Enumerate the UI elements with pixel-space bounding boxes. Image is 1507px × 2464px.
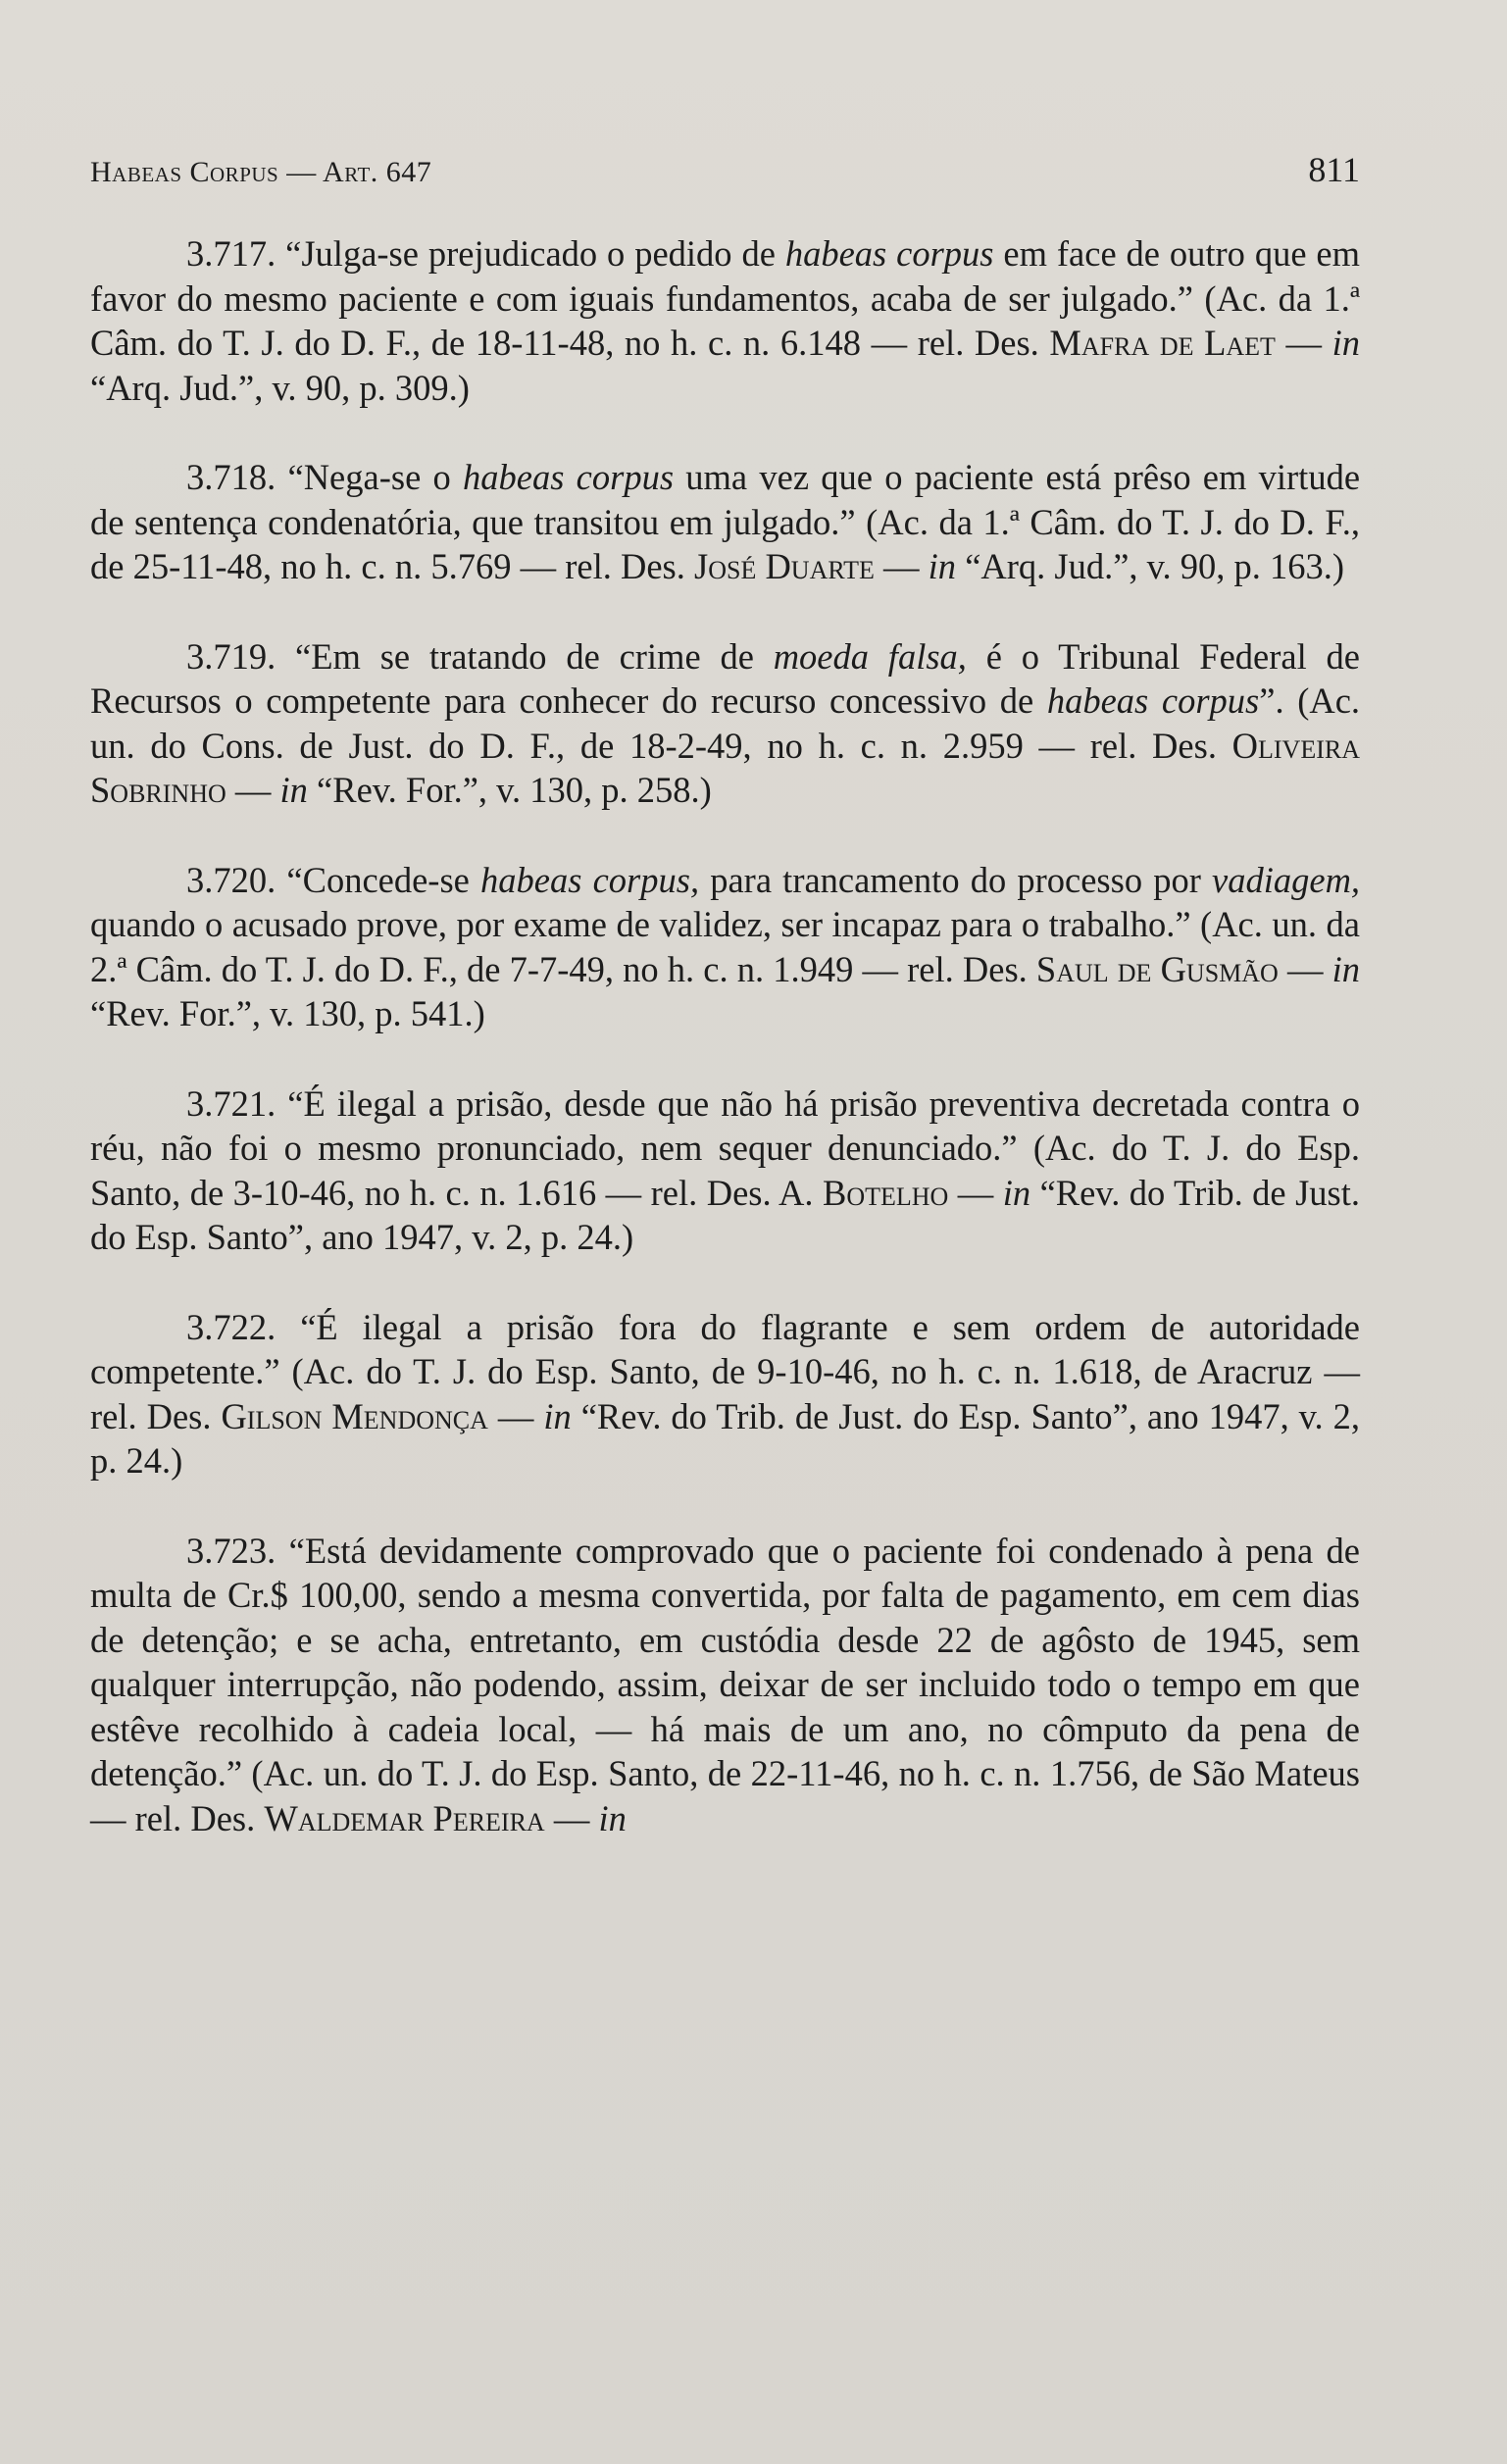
entry-number: 3.723.: [186, 1530, 276, 1571]
entry-number: 3.719.: [186, 635, 276, 677]
judge-name: Mafra de Laet: [1049, 323, 1276, 363]
judge-name: Oliveira Sobrinho: [90, 725, 1360, 810]
entry-3718: 3.718. “Nega-se o habeas corpus uma vez que o paciente está prêso em virtude de sentença condenatória, que transitou em julgado.” (Ac. da 1.ª Câm. do T. J. do D. F., de 25-11-48, no h. c. n. 5.769 — rel. Des. José Duarte — in “Arq. Jud.”, v. 90, p. 163.): [90, 457, 1361, 586]
entry-3722: 3.722. “É ilegal a prisão fora do flagrante e sem ordem de autoridade competente.” (Ac. do T. J. do Esp. Santo, de 9-10-46, no h. c. n. 1.618, de Aracruz — rel. Des. Gilson Mendonça — in “Rev. do Trib. de Just. do Esp. Santo”, ano 1947, v. 2, p. 24.): [90, 1306, 1361, 1481]
entry-number: 3.717.: [186, 233, 276, 274]
judge-name: Waldemar Pereira: [264, 1797, 545, 1838]
entry-3719: 3.719. “Em se tratando de crime de moeda falsa, é o Tribunal Federal de Recursos o competente para conhecer do recurso concessivo de habeas corpus”. (Ac. un. do Cons. de Just. do D. F., de 18-2-49, no h. c. n. 2.959 — rel. Des. Oliveira Sobrinho — in “Rev. For.”, v. 130, p. 258.): [90, 635, 1361, 810]
judge-name: Saul de Gusmão: [1035, 948, 1279, 989]
entry-number: 3.721.: [186, 1082, 276, 1124]
running-head: Habeas Corpus — Art. 647: [90, 156, 432, 188]
entry-3721: 3.721. “É ilegal a prisão, desde que não há prisão preventiva decretada contra o réu, não foi o mesmo pronunciado, nem sequer denunciado.” (Ac. do T. J. do Esp. Santo, de 3-10-46, no h. c. n. 1.616 — rel. Des. A. Botelho — in “Rev. do Trib. de Just. do Esp. Santo”, ano 1947, v. 2, p. 24.): [90, 1082, 1361, 1257]
entry-3720: 3.720. “Concede-se habeas corpus, para trancamento do processo por vadiagem, quando o acusado prove, por exame de validez, ser incapaz para o trabalho.” (Ac. un. da 2.ª Câm. do T. J. do D. F., de 7-7-49, no h. c. n. 1.949 — rel. Des. Saul de Gusmão — in “Rev. For.”, v. 130, p. 541.): [90, 859, 1361, 1033]
entry-number: 3.720.: [186, 859, 276, 900]
judge-name: Botelho: [822, 1172, 949, 1213]
entry-3717: 3.717. “Julga-se prejudicado o pedido de habeas corpus em face de outro que em favor do mesmo paciente e com iguais fundamentos, acaba de ser julgado.” (Ac. da 1.ª Câm. do T. J. do D. F., de 18-11-48, no h. c. n. 6.148 — rel. Des. Mafra de Laet — in “Arq. Jud.”, v. 90, p. 309.): [90, 233, 1361, 408]
page-header: [90, 149, 1360, 190]
entry-3723: 3.723. “Está devidamente comprovado que o paciente foi condenado à pena de multa de Cr.$ 100,00, sendo a mesma convertida, por falta de pagamento, em cem dias de detenção; e se acha, entretanto, em custódia desde 22 de agôsto de 1945, sem qualquer interrupção, não podendo, assim, deixar de ser incluido todo o tempo em que estêve recolhido à cadeia local, — há mais de um ano, no cômputo da pena de detenção.” (Ac. un. do T. J. do Esp. Santo, de 22-11-46, no h. c. n. 1.756, de São Mateus — rel. Des. Waldemar Pereira — in: [90, 1530, 1360, 1838]
entry-number: 3.722.: [186, 1306, 276, 1347]
judge-name: José Duarte: [694, 546, 875, 586]
judge-name: Gilson Mendonça: [221, 1395, 488, 1436]
entry-number: 3.718.: [186, 457, 276, 497]
body-text: [90, 231, 1360, 1840]
page-number: 811: [1308, 150, 1360, 189]
